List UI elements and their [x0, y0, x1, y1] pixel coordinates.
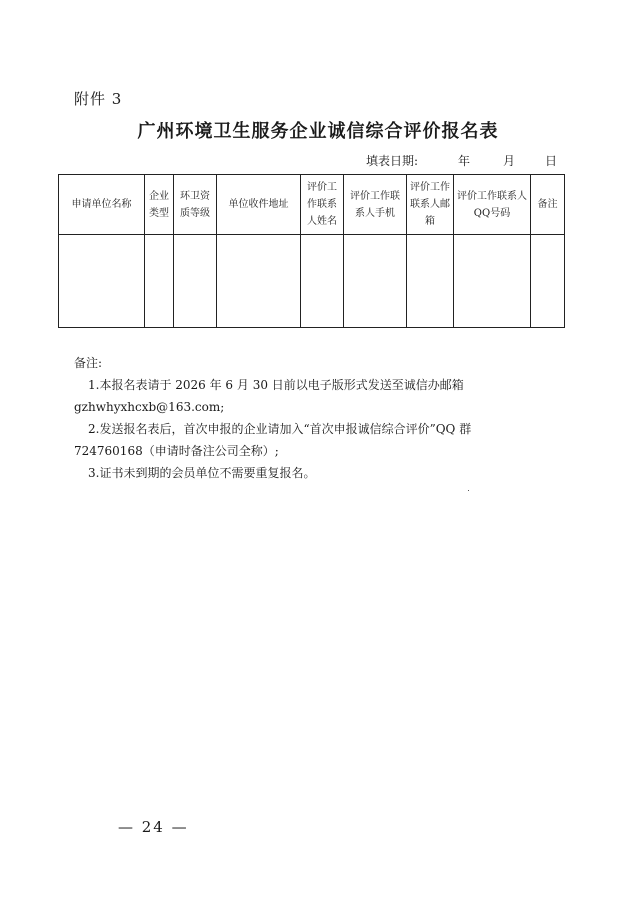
fill-date-label: 填表日期: [366, 154, 419, 168]
cell-sanitation-qualification[interactable] [174, 235, 217, 328]
cell-remarks[interactable] [531, 235, 565, 328]
fill-date-month: 月 [503, 154, 516, 168]
column-header-enterprise-type: 企业类型 [145, 175, 174, 235]
scan-speck [468, 490, 469, 491]
notes-title: 备注: [74, 356, 103, 370]
note-item-1: 1.本报名表请于 2026 年 6 月 30 日前以电子版形式发送至诚信办邮箱 [88, 378, 464, 392]
cell-mailing-address[interactable] [217, 235, 301, 328]
fill-date-year: 年 [458, 154, 471, 168]
column-header-contact-qq: 评价工作联系人QQ号码 [454, 175, 531, 235]
attachment-label: 附件 3 [74, 90, 123, 108]
column-header-applicant-name: 申请单位名称 [59, 175, 145, 235]
cell-applicant-name[interactable] [59, 235, 145, 328]
table-row [59, 235, 565, 328]
column-header-contact-mobile: 评价工作联系人手机 [344, 175, 407, 235]
cell-enterprise-type[interactable] [145, 235, 174, 328]
registration-table [58, 174, 565, 328]
note-item-2-qq-group: 724760168（申请时备注公司全称）; [74, 444, 279, 458]
cell-contact-qq[interactable] [454, 235, 531, 328]
notes-section [74, 354, 574, 482]
fill-date [366, 152, 557, 169]
table-header-row [59, 175, 565, 235]
column-header-contact-name: 评价工作联系人姓名 [301, 175, 344, 235]
column-header-sanitation-qualification: 环卫资质等级 [174, 175, 217, 235]
fill-date-day: 日 [545, 154, 558, 168]
column-header-contact-email: 评价工作联系人邮箱 [407, 175, 454, 235]
cell-contact-mobile[interactable] [344, 235, 407, 328]
column-header-remarks: 备注 [531, 175, 565, 235]
note-item-3: 3.证书未到期的会员单位不需要重复报名。 [88, 466, 316, 480]
cell-contact-name[interactable] [301, 235, 344, 328]
note-item-2: 2.发送报名表后，首次申报的企业请加入“首次申报诚信综合评价”QQ 群 [88, 422, 472, 436]
note-item-1-email: gzhwhyxhcxb@163.com; [74, 400, 225, 414]
column-header-mailing-address: 单位收件地址 [217, 175, 301, 235]
page-number: — 24 — [118, 818, 189, 836]
cell-contact-email[interactable] [407, 235, 454, 328]
document-title: 广州环境卫生服务企业诚信综合评价报名表 [137, 121, 499, 142]
